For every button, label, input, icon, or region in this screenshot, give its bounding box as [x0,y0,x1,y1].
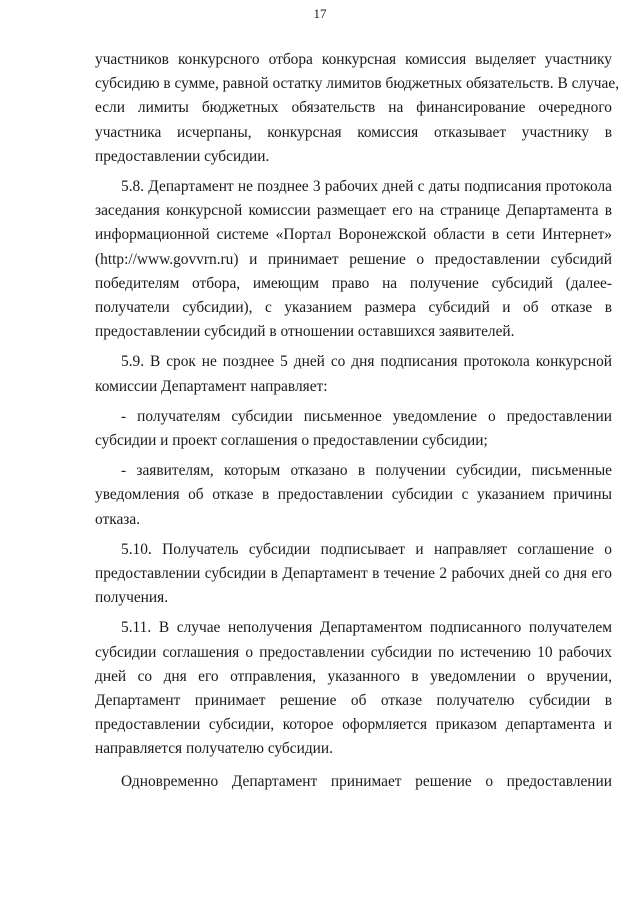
text-line: дней со дня его отправления, указанного в уведомлении о вручении, [95,667,612,685]
paragraph-continuation [95,48,620,169]
list-item-recipients [95,405,612,453]
text-line: (http://www.govvrn.ru) и принимает решение о предоставлении субсидий [95,250,612,268]
text-line: 5.8. Департамент не позднее 3 рабочих дней с даты подписания протокола [121,178,612,196]
text-line: предоставлении субсидии в Департамент в течение 2 рабочих дней со дня его [95,565,612,583]
text-line: субсидию в сумме, равной остатку лимитов бюджетных обязательств. В случае, [95,75,620,93]
text-line: предоставлении субсидии. [95,147,270,165]
paragraph-continues [95,770,612,794]
text-line: победителям отбора, имеющим право на получение субсидий (далее- [95,274,612,292]
paragraph-5-11 [95,616,612,761]
text-line: участника исчерпаны, конкурсная комиссия отказывает участнику в [95,123,612,141]
text-line: уведомления об отказе в предоставлении субсидии с указанием причины [95,486,612,504]
text-line: направляется получателю субсидии. [95,740,333,758]
list-item-applicants [95,459,612,532]
text-line: если лимиты бюджетных обязательств на финансирование очередного [95,99,612,117]
text-line: комиссии Департамент направляет: [95,377,328,395]
page-number: 17 [313,6,327,21]
text-line: 5.10. Получатель субсидии подписывает и направляет соглашение о [121,540,612,558]
text-line: 5.11. В случае неполучения Департаментом подписанного получателем [121,619,612,637]
paragraph-5-8 [95,175,612,344]
text-line: участников конкурсного отбора конкурсная комиссия выделяет участнику [95,51,612,68]
document-body [95,48,620,794]
paragraph-5-9 [95,350,612,398]
paragraph-5-10 [95,538,612,611]
text-line: отказа. [95,510,141,528]
text-line: субсидии соглашения о предоставлении субсидии по истечению 10 рабочих [95,643,612,661]
text-line: - заявителям, которым отказано в получении субсидии, письменные [121,462,612,480]
text-line: информационной системе «Портал Воронежской области в сети Интернет» [95,226,612,244]
text-line: получатели субсидии), с указанием размера субсидий и об отказе в [95,299,612,317]
text-line: Одновременно Департамент принимает решение о предоставлении [121,772,612,790]
text-line: субсидии и проект соглашения о предоставлении субсидии; [95,432,488,450]
text-line: предоставлении субсидии, которое оформляется приказом департамента и [95,716,612,734]
text-line: - получателям субсидии письменное уведомление о предоставлении [121,407,612,425]
text-line: Департамент принимает решение об отказе получателю субсидии в [95,692,612,710]
text-line: заседания конкурсной комиссии размещает его на странице Департамента в [95,202,612,220]
text-line: предоставлении субсидий в отношении оставшихся заявителей. [95,323,515,341]
text-line: получения. [95,589,169,607]
text-line: 5.9. В срок не позднее 5 дней со дня подписания протокола конкурсной [121,353,612,371]
